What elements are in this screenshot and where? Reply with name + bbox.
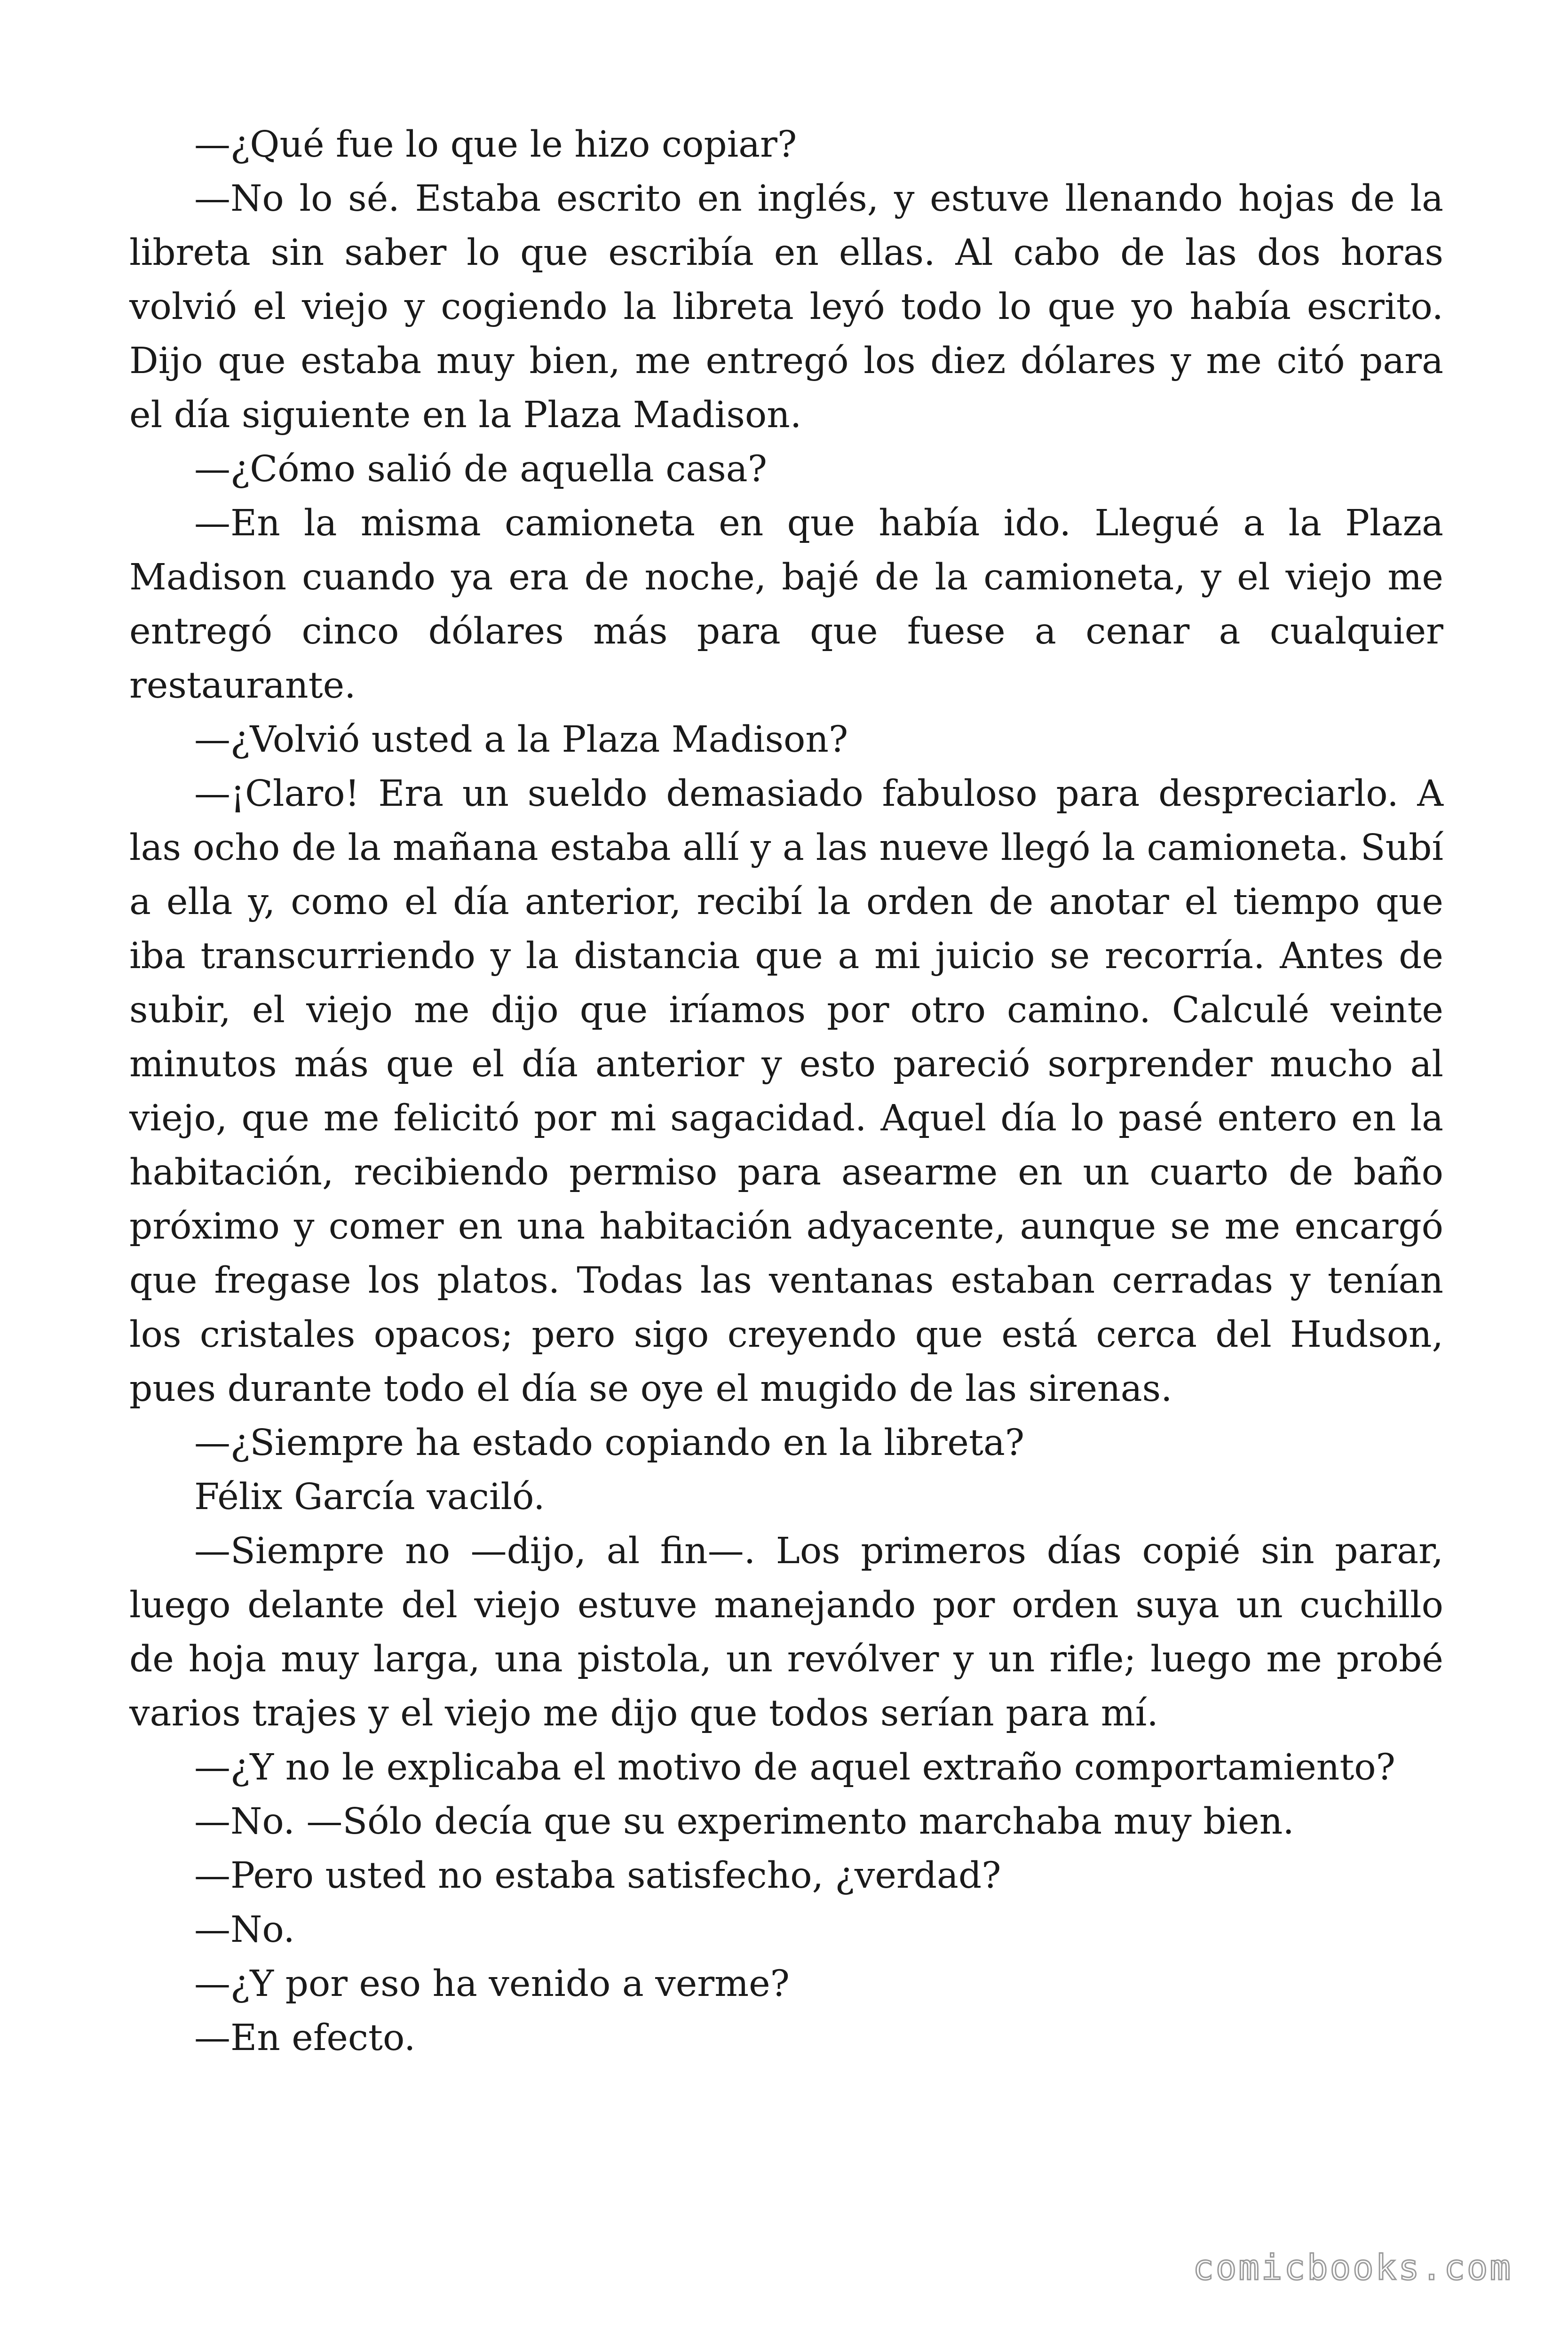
- paragraph: —¿Siempre ha estado copiando en la libreta?: [194, 1422, 1025, 1464]
- paragraph: —No lo sé. Estaba escrito en inglés, y estuve llenando hojas de la libreta sin saber lo que escribía en ellas. Al cabo de las dos horas volvió el viejo y cogiendo la libreta leyó todo lo que yo había escrito. Dijo que estaba muy bien, me entregó los diez dólares y me citó para el día siguiente en la Plaza Madison.: [129, 178, 1443, 436]
- body-text: [129, 118, 1443, 2065]
- paragraph: Félix García vaciló.: [194, 1476, 545, 1518]
- paragraph: —¡Claro! Era un sueldo demasiado fabuloso para despreciarlo. A las ocho de la mañana estaba allí y a las nueve llegó la camioneta. Subí a ella y, como el día anterior, recibí la orden de anotar el tiempo que iba transcurriendo y la distancia que a mi juicio se recorría. Antes de subir, el viejo me dijo que iríamos por otro camino. Calculé veinte minutos más que el día anterior y esto pareció sorprender mucho al viejo, que me felicitó por mi sagacidad. Aquel día lo pasé entero en la habitación, recibiendo permiso para asearme en un cuarto de baño próximo y comer en una habitación adyacente, aunque se me encargó que fregase los platos. Todas las ventanas estaban cerradas y tenían los cristales opacos; pero sigo creyendo que está cerca del Hudson, pues durante todo el día se oye el mugido de las sirenas.: [129, 773, 1443, 1410]
- paragraph: —¿Y por eso ha venido a verme?: [194, 1963, 790, 2005]
- paragraph: —¿Cómo salió de aquella casa?: [194, 448, 767, 490]
- watermark: comicbooks.com: [1193, 2248, 1513, 2288]
- paragraph: —¿Volvió usted a la Plaza Madison?: [194, 719, 848, 761]
- paragraph: —No. —Sólo decía que su experimento marchaba muy bien.: [194, 1801, 1294, 1843]
- paragraph: —En la misma camioneta en que había ido. Llegué a la Plaza Madison cuando ya era de noche, bajé de la camioneta, y el viejo me entregó cinco dólares más para que fuese a cenar a cualquier restaurante.: [129, 502, 1443, 707]
- paragraph: —En efecto.: [194, 2017, 416, 2059]
- paragraph: —Siempre no —dijo, al fin—. Los primeros días copié sin parar, luego delante del viejo estuve manejando por orden suya un cuchillo de hoja muy larga, una pistola, un revólver y un rifle; luego me probé varios trajes y el viejo me dijo que todos serían para mí.: [129, 1530, 1443, 1734]
- paragraph: —¿Qué fue lo que le hizo copiar?: [194, 124, 797, 166]
- paragraph: —No.: [194, 1909, 295, 1951]
- paragraph: —¿Y no le explicaba el motivo de aquel extraño comportamiento?: [194, 1747, 1395, 1788]
- paragraph: —Pero usted no estaba satisfecho, ¿verdad?: [194, 1855, 1001, 1897]
